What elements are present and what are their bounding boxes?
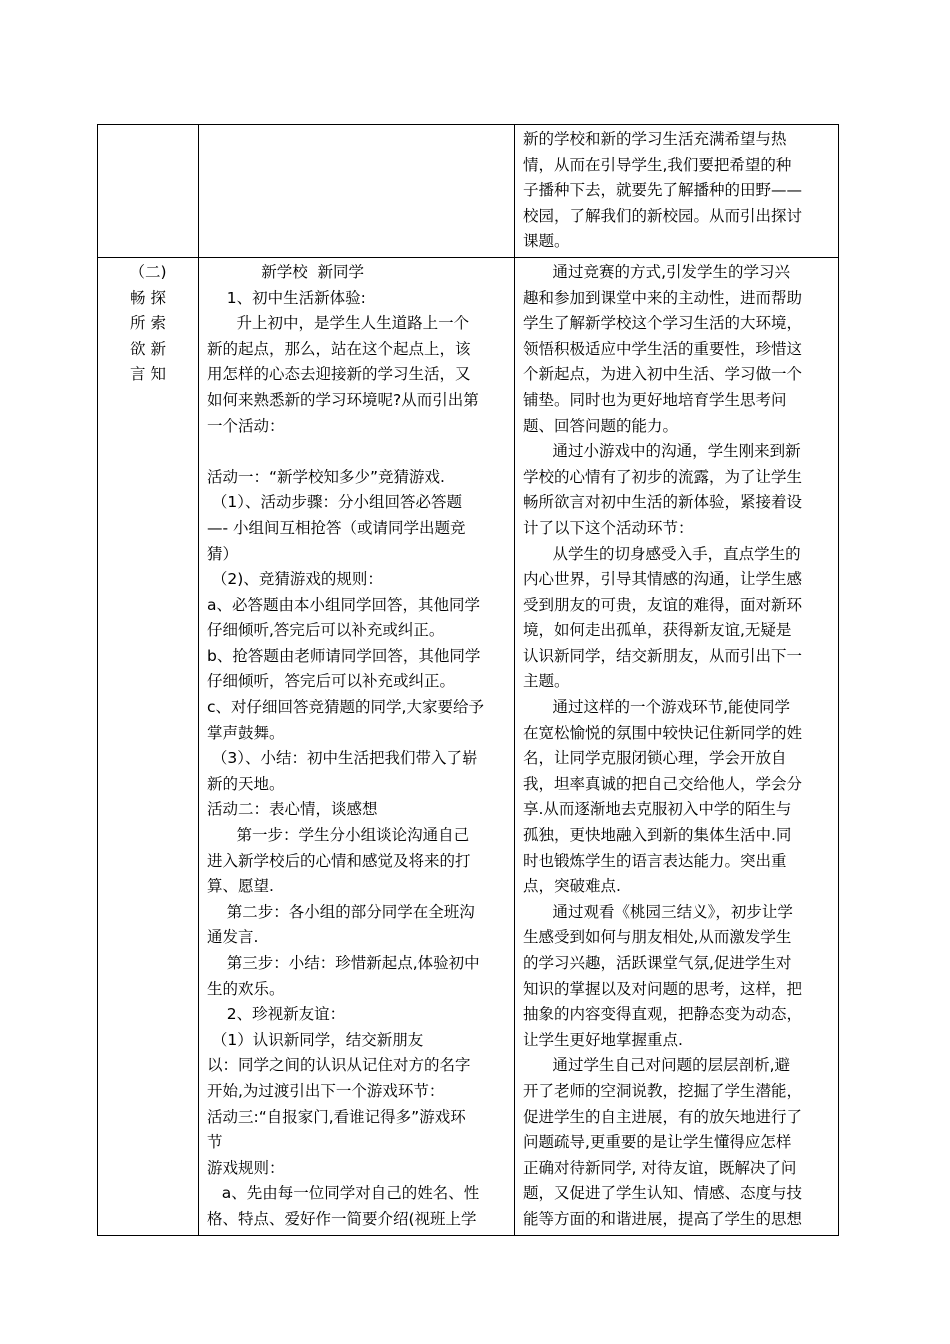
text-line: 畅 探	[130, 288, 166, 307]
text-line: 游戏规则：	[207, 1158, 285, 1177]
text-line: 学生了解新学校这个学习生活的大环境，	[523, 314, 803, 333]
text-line: 题、回答问题的能力。	[523, 416, 679, 435]
text-line: 新的学校和新的学习生活充满希望与热	[523, 130, 787, 148]
text-line: 正确对待新同学, 对待友谊，既解决了问	[523, 1158, 797, 1177]
text-line: 校园，了解我们的新校园。从而引出探讨	[523, 206, 803, 225]
text-line: 第二步：各小组的部分同学在全班沟	[207, 902, 475, 921]
text-line: 我，坦率真诚的把自己交给他人，学会分	[523, 774, 803, 793]
text-line: 孤独，更快地融入到新的集体生活中.同	[523, 826, 792, 845]
text-line: b、抢答题由老师请同学回答，其他同学	[207, 646, 481, 665]
text-line: 生感受到如何与朋友相处,从而激发学生	[523, 928, 792, 947]
text-line: （1）、活动步骤：分小组回答必答题	[207, 493, 463, 512]
design-intent-text	[515, 258, 838, 1235]
text-line: 计了以下这个活动环节：	[523, 518, 694, 537]
text-line: 题，又促进了学生认知、情感、态度与技	[523, 1184, 803, 1203]
text-line: 铺垫。同时也为更好地培育学生思考问	[523, 390, 787, 409]
text-line: 时也锻炼学生的语言表达能力。突出重	[523, 851, 787, 870]
text-line: （1）认识新同学，结交新朋友	[207, 1030, 424, 1049]
text-line: 通发言.	[207, 928, 259, 947]
text-line: 趣和参加到课堂中来的主动性，进而帮助	[523, 288, 803, 307]
text-line: a、先由每一位同学对自己的姓名、性	[207, 1184, 480, 1203]
text-line: 1、初中生活新体验:	[207, 288, 366, 307]
text-line: 的学习兴趣，活跃课堂气氛,促进学生对	[523, 954, 792, 972]
text-line: 领悟积极适应中学生活的重要性，珍惜这	[523, 339, 803, 358]
text-line: 新学校 新同学	[207, 262, 365, 281]
text-line: 知识的掌握以及对问题的思考，这样，把	[523, 979, 803, 998]
text-line: 点，突破难点.	[523, 877, 621, 896]
text-line: 言 知	[130, 365, 166, 384]
activity-cell	[199, 257, 515, 1235]
text-line: 境，如何走出孤单，获得新友谊,无疑是	[523, 621, 792, 640]
text-line: 通过观看《桃园三结义》，初步让学	[523, 902, 793, 921]
table-row	[98, 125, 839, 258]
design-intent-cell	[515, 257, 839, 1235]
text-line: 以：同学之间的认识从记住对方的名字	[207, 1056, 471, 1075]
text-line: 情，从而在引导学生,我们要把希望的种	[523, 155, 792, 174]
text-line: 通过学生自己对问题的层层剖析,避	[523, 1056, 790, 1075]
text-line: 个新起点，为进入初中生活、学习做一个	[523, 365, 803, 384]
text-line: 通过竞赛的方式,引发学生的学习兴	[523, 262, 790, 281]
text-line: —- 小组间互相抢答（或请同学出题竞	[207, 518, 466, 537]
text-line: 让学生更好地掌握重点.	[523, 1030, 683, 1049]
text-line: 新的天地。	[207, 774, 285, 793]
design-intent-text	[515, 125, 838, 257]
text-line: 格、特点、爱好作一简要介绍(视班上学	[207, 1209, 477, 1228]
text-line: （2)、竞猜游戏的规则：	[207, 570, 383, 589]
text-line: 通过小游戏中的沟通，学生刚来到新	[523, 442, 801, 461]
text-line: 畅所欲言对初中生活的新体验，紧接着设	[523, 493, 803, 512]
text-line: 抽象的内容变得直观，把静态变为动态，	[523, 1005, 803, 1024]
text-line: 所 索	[130, 314, 166, 333]
text-line: 一个活动：	[207, 416, 285, 435]
text-line: 从学生的切身感受入手，直点学生的	[523, 544, 801, 563]
section-label	[98, 258, 198, 388]
text-line: （二)	[129, 262, 167, 281]
section-label-cell	[98, 125, 199, 258]
text-line: （3）、小结：初中生活把我们带入了崭	[207, 749, 478, 768]
text-line: 活动三:“自报家门,看谁记得多”游戏环	[207, 1107, 466, 1126]
text-line: 如何来熟悉新的学习环境呢?从而引出第	[207, 390, 479, 409]
text-line: 猜）	[207, 544, 239, 563]
text-line: 生的欢乐。	[207, 979, 285, 998]
text-line: 掌声鼓舞。	[207, 723, 285, 742]
lesson-plan-table	[97, 124, 839, 1236]
text-line: 第一步：学生分小组谈论沟通自己	[207, 826, 470, 845]
text-line: 促进学生的自主进展，有的放矢地进行了	[523, 1107, 803, 1126]
text-line: 欲 新	[130, 339, 166, 358]
text-line: 享.从而逐渐地去克服初入中学的陌生与	[523, 800, 792, 819]
text-line: 进入新学校后的心情和感觉及将来的打	[207, 851, 471, 870]
text-line: 活动二：表心情，谈感想	[207, 800, 378, 819]
text-line: 内心世界，引导其情感的沟通，让学生感	[523, 570, 803, 589]
text-line: 在宽松愉悦的氛围中较快记住新同学的姓	[523, 723, 803, 742]
text-line: 能等方面的和谐进展，提高了学生的思想	[523, 1209, 803, 1228]
text-line: c、对仔细回答竞猜题的同学,大家要给予	[207, 698, 484, 717]
text-line: 2、珍视新友谊：	[207, 1005, 346, 1024]
section-label-cell	[98, 257, 199, 1235]
text-line: 新的起点，那么，站在这个起点上，该	[207, 339, 471, 358]
text-line	[207, 439, 507, 465]
text-line: 开始,为过渡引出下一个游戏环节：	[207, 1081, 445, 1100]
text-line: 第三步：小结：珍惜新起点,体验初中	[207, 954, 480, 972]
text-line: a、必答题由本小组同学回答，其他同学	[207, 595, 480, 614]
text-line: 子播种下去，就要先了解播种的田野——	[523, 181, 803, 200]
text-line: 用怎样的心态去迎接新的学习生活，又	[207, 365, 471, 384]
activity-cell	[199, 125, 515, 258]
text-line: 升上初中，是学生人生道路上一个	[207, 314, 470, 333]
activity-text	[199, 258, 514, 1235]
text-line: 学校的心情有了初步的流露，为了让学生	[523, 467, 803, 486]
text-line: 课题。	[523, 232, 570, 251]
text-line: 活动一：“新学校知多少”竞猜游戏.	[207, 467, 445, 486]
text-line: 受到朋友的可贵，友谊的难得，面对新环	[523, 595, 803, 614]
table-row	[98, 257, 839, 1235]
text-line: 节	[207, 1133, 223, 1152]
text-line: 仔细倾听,答完后可以补充或纠正。	[207, 621, 445, 640]
text-line: 通过这样的一个游戏环节,能使同学	[523, 698, 790, 717]
text-line: 认识新同学，结交新朋友，从而引出下一	[523, 646, 803, 665]
text-line: 算、愿望.	[207, 877, 274, 896]
text-line: 问题疏导,更重要的是让学生懂得应怎样	[523, 1133, 792, 1152]
design-intent-cell	[515, 125, 839, 258]
text-line: 主题。	[523, 672, 570, 691]
text-line: 开了老师的空洞说教，挖掘了学生潜能，	[523, 1081, 803, 1100]
text-line: 名，让同学克服闭锁心理，学会开放自	[523, 749, 787, 768]
text-line: 仔细倾听，答完后可以补充或纠正。	[207, 672, 456, 691]
